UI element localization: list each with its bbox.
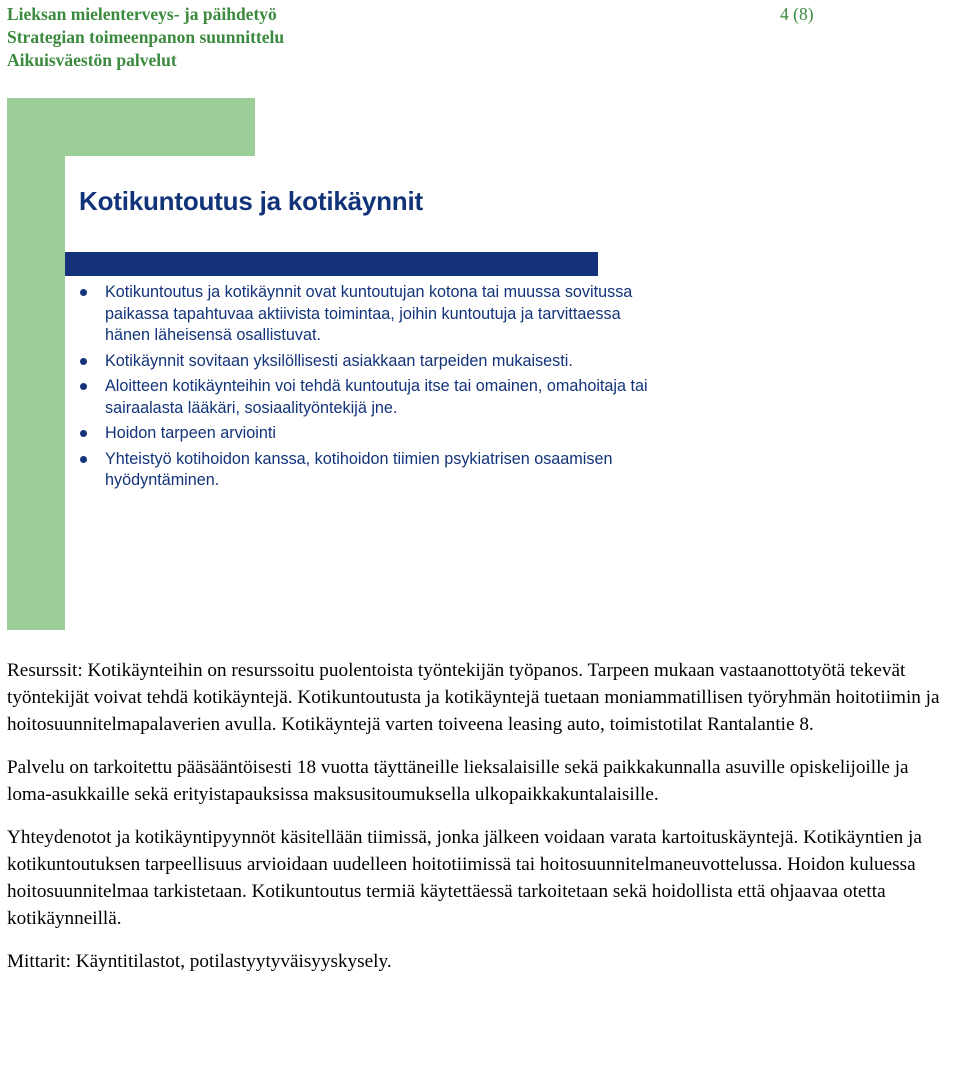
list-item — [77, 449, 657, 492]
bullet-icon — [80, 456, 87, 463]
bullet-text: Kotikuntoutus ja kotikäynnit ovat kuntoutujan kotona tai muussa sovitussa paikassa tapahtuvaa aktiivista toimintaa, joihin kuntoutuja ja tarvittaessa hänen läheisensä osallistuvat. — [105, 283, 633, 344]
slide-image — [7, 98, 670, 630]
list-item — [77, 351, 657, 373]
paragraph-resources: Resurssit: Kotikäynteihin on resurssoitu puolentoista työntekijän työpanos. Tarpeen mukaan vastaanottotyötä tekevät työntekijät voivat tehdä kotikäyntejä. Kotikuntoutusta ja kotikäyntejä tuetaan moniammatillisen työryhmän hoitotiimin ja hoitosuunnitelmapalaverien avulla. Kotikäyntejä varten toiveena leasing auto, toimistotilat Rantalantie 8. — [7, 660, 940, 735]
document-body — [7, 657, 957, 991]
bullet-icon — [80, 383, 87, 390]
list-item — [77, 376, 657, 419]
slide-bullet-list — [77, 282, 657, 496]
slide-title-rule — [65, 252, 598, 276]
slide-title: Kotikuntoutus ja kotikäynnit — [79, 186, 423, 216]
header-organization: Lieksan mielenterveys- ja päihdetyö — [7, 4, 277, 24]
bullet-text: Aloitteen kotikäynteihin voi tehdä kuntoutuja itse tai omainen, omahoitaja tai sairaalasta lääkäri, sosiaalityöntekijä jne. — [105, 377, 648, 417]
page-number: 4 (8) — [780, 4, 814, 24]
bullet-text: Yhteistyö kotihoidon kanssa, kotihoidon tiimien psykiatrisen osaamisen hyödyntäminen. — [105, 449, 613, 489]
document-header — [7, 3, 284, 72]
paragraph-contacts: Yhteydenotot ja kotikäyntipyynnöt käsitellään tiimissä, jonka jälkeen voidaan varata kartoituskäyntejä. Kotikäyntien ja kotikuntoutuksen tarpeellisuus arvioidaan uudelleen hoitotiimissä tai hoitosuunnitelmaneuvottelussa. Hoidon kuluessa hoitosuunnitelmaa tarkistetaan. Kotikuntoutus termiä käytettäessä tarkoitetaan sekä hoidollista että ohjaavaa otetta kotikäynneillä. — [7, 827, 922, 929]
header-strategy: Strategian toimeenpanon suunnittelu — [7, 27, 285, 47]
bullet-icon — [80, 430, 87, 437]
slide-green-top — [7, 98, 255, 156]
paragraph-target-group: Palvelu on tarkoitettu pääsääntöisesti 18 vuotta täyttäneille lieksalaisille sekä paikkakunnalla asuville opiskelijoille ja loma-asukkaille sekä erityistapauksissa maksusitoumuksella ulkopaikkakuntalaisille. — [7, 757, 909, 805]
paragraph-metrics: Mittarit: Käyntitilastot, potilastyytyväisyyskysely. — [7, 951, 392, 972]
bullet-icon — [80, 289, 87, 296]
bullet-text: Hoidon tarpeen arviointi — [105, 424, 276, 442]
list-item — [77, 423, 657, 445]
bullet-text: Kotikäynnit sovitaan yksilöllisesti asiakkaan tarpeiden mukaisesti. — [105, 351, 573, 370]
bullet-icon — [80, 358, 87, 365]
slide-green-bar — [7, 98, 65, 630]
list-item — [77, 282, 657, 347]
header-section: Aikuisväestön palvelut — [7, 50, 177, 70]
